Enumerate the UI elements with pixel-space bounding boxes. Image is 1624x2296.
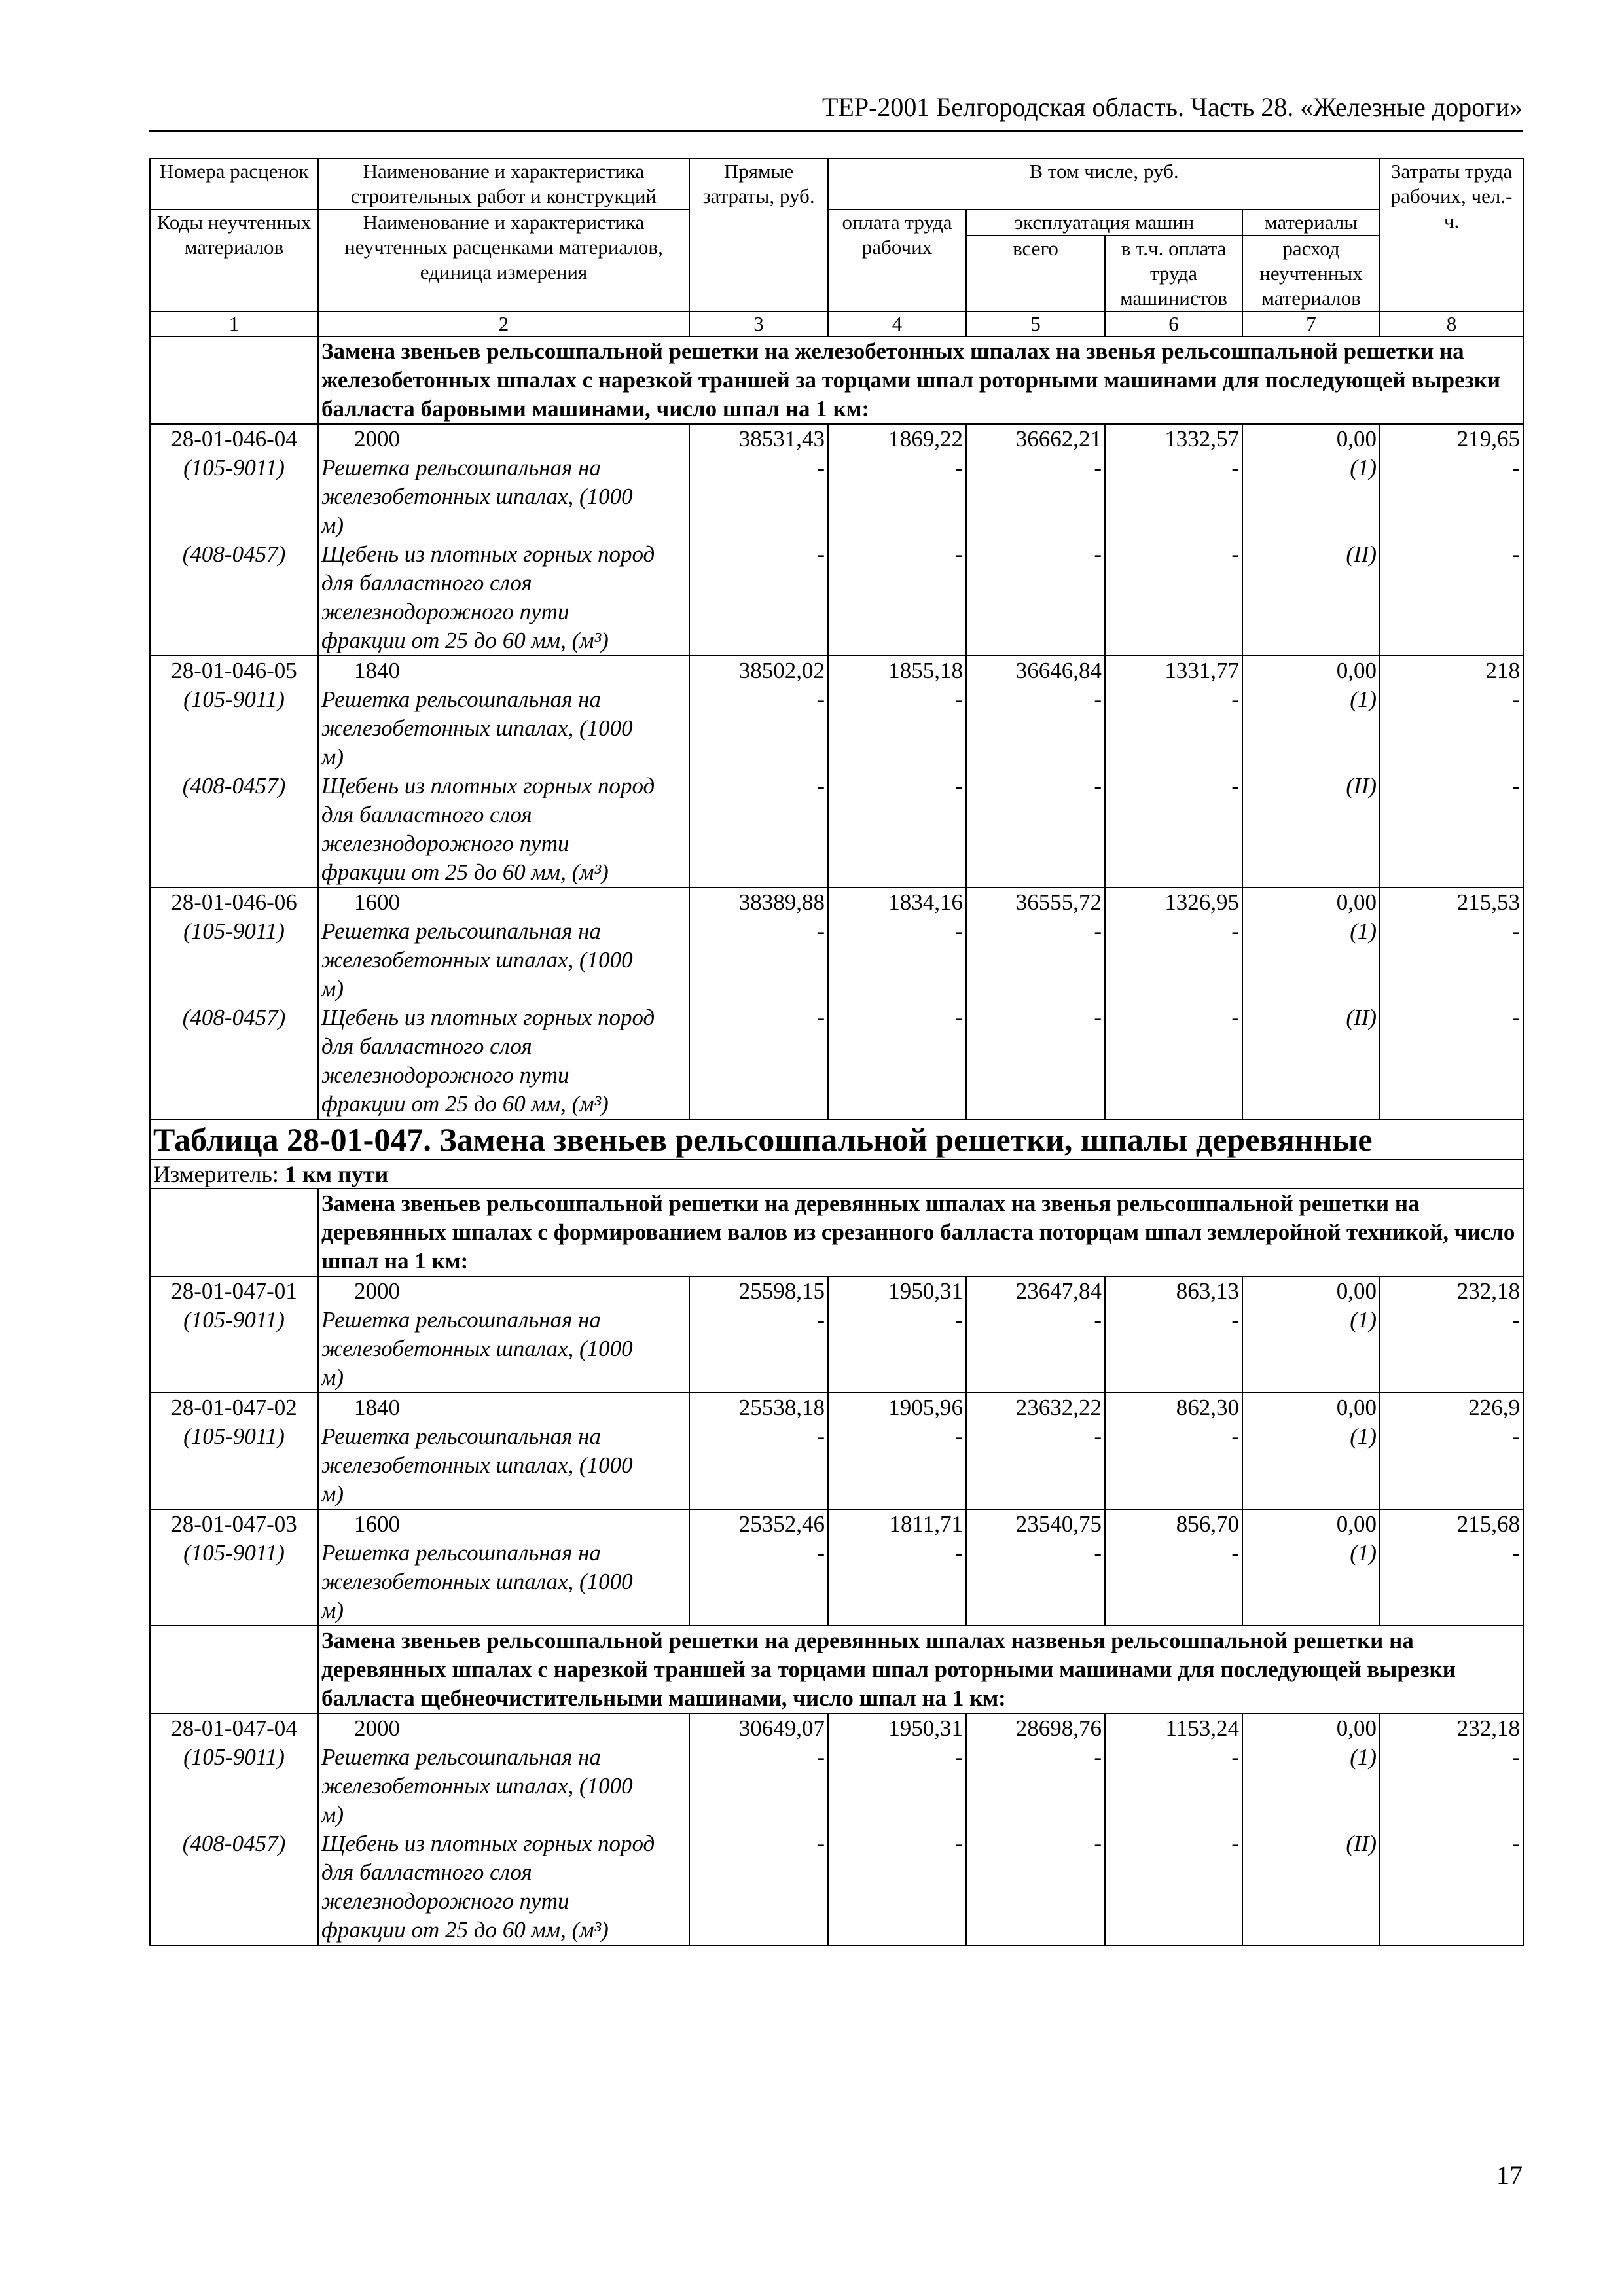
material-mark: (1) bbox=[1350, 1540, 1377, 1566]
material-name: м) bbox=[321, 1481, 344, 1507]
material-name: для балластного слоя bbox=[321, 1859, 532, 1885]
dash: - bbox=[1512, 773, 1521, 798]
rates-table bbox=[149, 158, 1524, 1946]
labor-hours: 218 bbox=[1485, 658, 1521, 683]
direct-costs: 30649,07 bbox=[738, 1715, 825, 1741]
rate-code: 28-01-046-04 bbox=[171, 426, 297, 452]
sleeper-count: 1600 bbox=[354, 1511, 400, 1537]
dash: - bbox=[1231, 1005, 1239, 1030]
material-code: (105-9011) bbox=[183, 687, 285, 712]
material-code: (105-9011) bbox=[183, 1744, 285, 1770]
labor-hours: 215,53 bbox=[1456, 889, 1521, 915]
dash: - bbox=[817, 455, 825, 480]
dash: - bbox=[955, 1744, 963, 1770]
materials-value: 0,00 bbox=[1336, 658, 1377, 683]
worker-pay: 1834,16 bbox=[888, 889, 963, 915]
table-row bbox=[150, 888, 1523, 1119]
material-name: железнодорожного пути bbox=[321, 1062, 569, 1088]
rate-code: 28-01-047-02 bbox=[171, 1395, 297, 1420]
operator-pay: 856,70 bbox=[1176, 1511, 1239, 1537]
machines-total: 23540,75 bbox=[1015, 1511, 1102, 1537]
dash: - bbox=[817, 773, 825, 798]
labor-hours: 215,68 bbox=[1456, 1511, 1521, 1537]
dash: - bbox=[1512, 1005, 1521, 1030]
dash: - bbox=[1231, 1540, 1239, 1566]
dash: - bbox=[1512, 541, 1521, 567]
direct-costs: 25538,18 bbox=[738, 1395, 825, 1420]
col-header-materials: материалы bbox=[1242, 209, 1380, 236]
materials-value: 0,00 bbox=[1336, 1278, 1377, 1304]
dash: - bbox=[817, 1307, 825, 1333]
material-name: Решетка рельсошпальная на bbox=[321, 1307, 602, 1333]
dash: - bbox=[955, 687, 963, 712]
dash: - bbox=[955, 1307, 963, 1333]
col-header-work-name: Наименование и характеристика строительных работ и конструкций bbox=[318, 158, 689, 209]
material-mark: (II) bbox=[1346, 541, 1377, 567]
dash: - bbox=[1512, 455, 1521, 480]
operator-pay: 862,30 bbox=[1176, 1395, 1239, 1420]
materials-value: 0,00 bbox=[1336, 889, 1377, 915]
table-row bbox=[150, 1276, 1523, 1393]
dash: - bbox=[817, 918, 825, 944]
labor-hours: 232,18 bbox=[1456, 1715, 1521, 1741]
worker-pay: 1950,31 bbox=[888, 1715, 963, 1741]
material-name: м) bbox=[321, 1598, 344, 1623]
material-name: железобетонных шпалах, (1000 bbox=[321, 484, 633, 509]
machines-total: 23647,84 bbox=[1015, 1278, 1102, 1304]
direct-costs: 38502,02 bbox=[738, 658, 825, 683]
worker-pay: 1811,71 bbox=[889, 1511, 963, 1537]
machines-total: 23632,22 bbox=[1015, 1395, 1102, 1420]
material-mark: (II) bbox=[1346, 1831, 1377, 1856]
dash: - bbox=[817, 1540, 825, 1566]
dash: - bbox=[817, 1831, 825, 1856]
materials-value: 0,00 bbox=[1336, 426, 1377, 452]
dash: - bbox=[955, 918, 963, 944]
dash: - bbox=[817, 541, 825, 567]
material-name: Щебень из плотных горных пород bbox=[321, 541, 655, 567]
operator-pay: 863,13 bbox=[1176, 1278, 1239, 1304]
material-mark: (II) bbox=[1346, 773, 1377, 798]
dash: - bbox=[817, 1424, 825, 1449]
sleeper-count: 1840 bbox=[354, 1395, 400, 1420]
materials-value: 0,00 bbox=[1336, 1715, 1377, 1741]
dash: - bbox=[1094, 918, 1102, 944]
operator-pay: 1331,77 bbox=[1164, 658, 1239, 683]
material-name: железобетонных шпалах, (1000 bbox=[321, 715, 633, 741]
material-name: Решетка рельсошпальная на bbox=[321, 1744, 602, 1770]
material-name: м) bbox=[321, 1802, 344, 1827]
material-name: для балластного слоя bbox=[321, 570, 532, 596]
section-title: Замена звеньев рельсошпальной решетки на деревянных шпалах на звенья рельсошпальной решетки на деревянных шпалах с формированием валов из срезанного балласта поторцам шпал землеройной техникой, число шпал на 1 км: bbox=[318, 1189, 1523, 1276]
material-name: м) bbox=[321, 744, 344, 770]
rate-code: 28-01-047-01 bbox=[171, 1278, 297, 1304]
material-name: Решетка рельсошпальная на bbox=[321, 918, 602, 944]
rate-code: 28-01-046-06 bbox=[171, 889, 297, 915]
dash: - bbox=[1094, 541, 1102, 567]
dash: - bbox=[955, 541, 963, 567]
rate-code: 28-01-047-03 bbox=[171, 1511, 297, 1537]
material-name: фракции от 25 до 60 мм, (м³) bbox=[321, 1917, 609, 1943]
operator-pay: 1326,95 bbox=[1164, 889, 1239, 915]
page-number: 17 bbox=[1496, 2161, 1523, 2190]
dash: - bbox=[1231, 1831, 1239, 1856]
col-header-material-codes: Коды неучтенных материалов bbox=[150, 209, 318, 312]
sleeper-count: 2000 bbox=[354, 1278, 400, 1304]
worker-pay: 1905,96 bbox=[888, 1395, 963, 1420]
table-row bbox=[150, 424, 1523, 656]
sleeper-count: 2000 bbox=[354, 1715, 400, 1741]
direct-costs: 38531,43 bbox=[738, 426, 825, 452]
labor-hours: 232,18 bbox=[1456, 1278, 1521, 1304]
dash: - bbox=[1094, 1831, 1102, 1856]
dash: - bbox=[1512, 1831, 1521, 1856]
material-code: (408-0457) bbox=[182, 1831, 286, 1856]
material-name: железобетонных шпалах, (1000 bbox=[321, 1336, 633, 1361]
dash: - bbox=[1231, 773, 1239, 798]
dash: - bbox=[955, 455, 963, 480]
material-code: (408-0457) bbox=[182, 1005, 286, 1030]
material-name: для балластного слоя bbox=[321, 802, 532, 827]
operator-pay: 1153,24 bbox=[1165, 1715, 1239, 1741]
col-header-machines-total: всего bbox=[966, 236, 1105, 312]
material-code: (105-9011) bbox=[183, 918, 285, 944]
labor-hours: 219,65 bbox=[1456, 426, 1521, 452]
col-header-worker-pay: оплата труда рабочих bbox=[828, 209, 966, 312]
dash: - bbox=[1231, 455, 1239, 480]
col-header-labor-hours: Затраты труда рабочих, чел.-ч. bbox=[1380, 158, 1523, 312]
dash: - bbox=[955, 1005, 963, 1030]
col-header-rate-numbers: Номера расценок bbox=[150, 158, 318, 209]
sleeper-count: 1840 bbox=[354, 658, 400, 683]
table-row bbox=[150, 656, 1523, 888]
dash: - bbox=[1094, 687, 1102, 712]
dash: - bbox=[1231, 1744, 1239, 1770]
table-row bbox=[150, 1713, 1523, 1945]
measure-label: Измеритель: bbox=[153, 1161, 279, 1187]
material-code: (408-0457) bbox=[182, 541, 286, 567]
direct-costs: 38389,88 bbox=[738, 889, 825, 915]
dash: - bbox=[817, 1744, 825, 1770]
col-header-material-names: Наименование и характеристика неучтенных расценками материалов, единица измерения bbox=[318, 209, 689, 312]
section-title: Замена звеньев рельсошпальной решетки на деревянных шпалах назвенья рельсошпальной решетки на деревянных шпалах с нарезкой траншей за торцами шпал роторными машинами для последующей вырезки балласта щебнеочистительными машинами, число шпал на 1 км: bbox=[318, 1626, 1523, 1713]
measure-value: 1 км пути bbox=[284, 1161, 389, 1187]
material-name: Решетка рельсошпальная на bbox=[321, 455, 602, 480]
dash: - bbox=[1512, 1307, 1521, 1333]
machines-total: 36662,21 bbox=[1015, 426, 1102, 452]
rate-code: 28-01-047-04 bbox=[171, 1715, 297, 1741]
sleeper-count: 1600 bbox=[354, 889, 400, 915]
material-code: (105-9011) bbox=[183, 1540, 285, 1566]
material-name: Решетка рельсошпальная на bbox=[321, 1540, 602, 1566]
material-mark: (1) bbox=[1350, 687, 1377, 712]
rate-code: 28-01-046-05 bbox=[171, 658, 297, 683]
dash: - bbox=[1231, 541, 1239, 567]
operator-pay: 1332,57 bbox=[1164, 426, 1239, 452]
table-row bbox=[150, 1509, 1523, 1626]
worker-pay: 1869,22 bbox=[888, 426, 963, 452]
material-mark: (II) bbox=[1346, 1005, 1377, 1030]
material-name: железобетонных шпалах, (1000 bbox=[321, 1452, 633, 1478]
materials-value: 0,00 bbox=[1336, 1511, 1377, 1537]
table-row bbox=[150, 1393, 1523, 1509]
dash: - bbox=[817, 1005, 825, 1030]
material-name: Щебень из плотных горных пород bbox=[321, 1831, 655, 1856]
col-number: 5 bbox=[966, 312, 1105, 336]
col-number: 6 bbox=[1105, 312, 1242, 336]
dash: - bbox=[955, 1540, 963, 1566]
dash: - bbox=[1512, 1540, 1521, 1566]
col-number: 4 bbox=[828, 312, 966, 336]
dash: - bbox=[955, 773, 963, 798]
dash: - bbox=[1231, 1307, 1239, 1333]
dash: - bbox=[817, 687, 825, 712]
sleeper-count: 2000 bbox=[354, 426, 400, 452]
dash: - bbox=[955, 1424, 963, 1449]
material-code: (105-9011) bbox=[183, 455, 285, 480]
materials-value: 0,00 bbox=[1336, 1395, 1377, 1420]
material-name: железнодорожного пути bbox=[321, 1888, 569, 1914]
dash: - bbox=[1512, 1744, 1521, 1770]
col-header-operator-pay: в т.ч. оплата труда машинистов bbox=[1105, 236, 1242, 312]
material-name: железобетонных шпалах, (1000 bbox=[321, 1569, 633, 1594]
material-name: железнодорожного пути bbox=[321, 831, 569, 856]
col-header-direct-costs: Прямые затраты, руб. bbox=[689, 158, 828, 312]
dash: - bbox=[1512, 918, 1521, 944]
material-name: фракции от 25 до 60 мм, (м³) bbox=[321, 1091, 609, 1117]
material-mark: (1) bbox=[1350, 918, 1377, 944]
col-number: 1 bbox=[150, 312, 318, 336]
material-mark: (1) bbox=[1350, 1424, 1377, 1449]
machines-total: 36646,84 bbox=[1015, 658, 1102, 683]
machines-total: 28698,76 bbox=[1015, 1715, 1102, 1741]
material-name: Щебень из плотных горных пород bbox=[321, 1005, 655, 1030]
material-code: (408-0457) bbox=[182, 773, 286, 798]
labor-hours: 226,9 bbox=[1468, 1395, 1521, 1420]
dash: - bbox=[1512, 687, 1521, 712]
material-name: фракции от 25 до 60 мм, (м³) bbox=[321, 628, 609, 653]
material-name: м) bbox=[321, 976, 344, 1001]
direct-costs: 25598,15 bbox=[738, 1278, 825, 1304]
material-name: Решетка рельсошпальная на bbox=[321, 687, 602, 712]
material-mark: (1) bbox=[1350, 455, 1377, 480]
col-header-unaccounted-materials: расход неучтенных материалов bbox=[1242, 236, 1380, 312]
dash: - bbox=[1231, 687, 1239, 712]
dash: - bbox=[1094, 1540, 1102, 1566]
dash: - bbox=[1094, 1005, 1102, 1030]
section-title: Замена звеньев рельсошпальной решетки на железобетонных шпалах на звенья рельсошпальной решетки на железобетонных шпалах с нарезкой траншей за торцами шпал роторными машинами для последующей вырезки балласта баровыми машинами, число шпал на 1 км: bbox=[318, 336, 1523, 424]
worker-pay: 1855,18 bbox=[888, 658, 963, 683]
material-code: (105-9011) bbox=[183, 1424, 285, 1449]
col-number: 2 bbox=[318, 312, 689, 336]
material-mark: (1) bbox=[1350, 1307, 1377, 1333]
header-rule bbox=[149, 130, 1523, 132]
dash: - bbox=[1094, 455, 1102, 480]
machines-total: 36555,72 bbox=[1015, 889, 1102, 915]
dash: - bbox=[1094, 1744, 1102, 1770]
material-name: железнодорожного пути bbox=[321, 599, 569, 624]
table-heading: Таблица 28-01-047. Замена звеньев рельсошпальной решетки, шпалы деревянные bbox=[150, 1119, 1523, 1160]
dash: - bbox=[1512, 1424, 1521, 1449]
direct-costs: 25352,46 bbox=[738, 1511, 825, 1537]
dash: - bbox=[955, 1831, 963, 1856]
material-name: железобетонных шпалах, (1000 bbox=[321, 947, 633, 973]
material-name: Щебень из плотных горных пород bbox=[321, 773, 655, 798]
material-name: м) bbox=[321, 512, 344, 538]
col-header-machine-operation: эксплуатация машин bbox=[966, 209, 1242, 236]
col-number: 7 bbox=[1242, 312, 1380, 336]
document-header-title: ТЕР-2001 Белгородская область. Часть 28. «Железные дороги» bbox=[822, 92, 1523, 122]
col-number: 8 bbox=[1380, 312, 1523, 336]
dash: - bbox=[1231, 1424, 1239, 1449]
worker-pay: 1950,31 bbox=[888, 1278, 963, 1304]
material-name: фракции от 25 до 60 мм, (м³) bbox=[321, 859, 609, 885]
measure-unit bbox=[150, 1160, 1523, 1189]
dash: - bbox=[1231, 918, 1239, 944]
dash: - bbox=[1094, 1307, 1102, 1333]
col-number: 3 bbox=[689, 312, 828, 336]
material-name: железобетонных шпалах, (1000 bbox=[321, 1773, 633, 1799]
dash: - bbox=[1094, 1424, 1102, 1449]
material-name: м) bbox=[321, 1365, 344, 1390]
dash: - bbox=[1094, 773, 1102, 798]
col-header-including-group: В том числе, руб. bbox=[828, 158, 1380, 209]
material-name: для балластного слоя bbox=[321, 1033, 532, 1059]
material-mark: (1) bbox=[1350, 1744, 1377, 1770]
material-name: Решетка рельсошпальная на bbox=[321, 1424, 602, 1449]
material-code: (105-9011) bbox=[183, 1307, 285, 1333]
